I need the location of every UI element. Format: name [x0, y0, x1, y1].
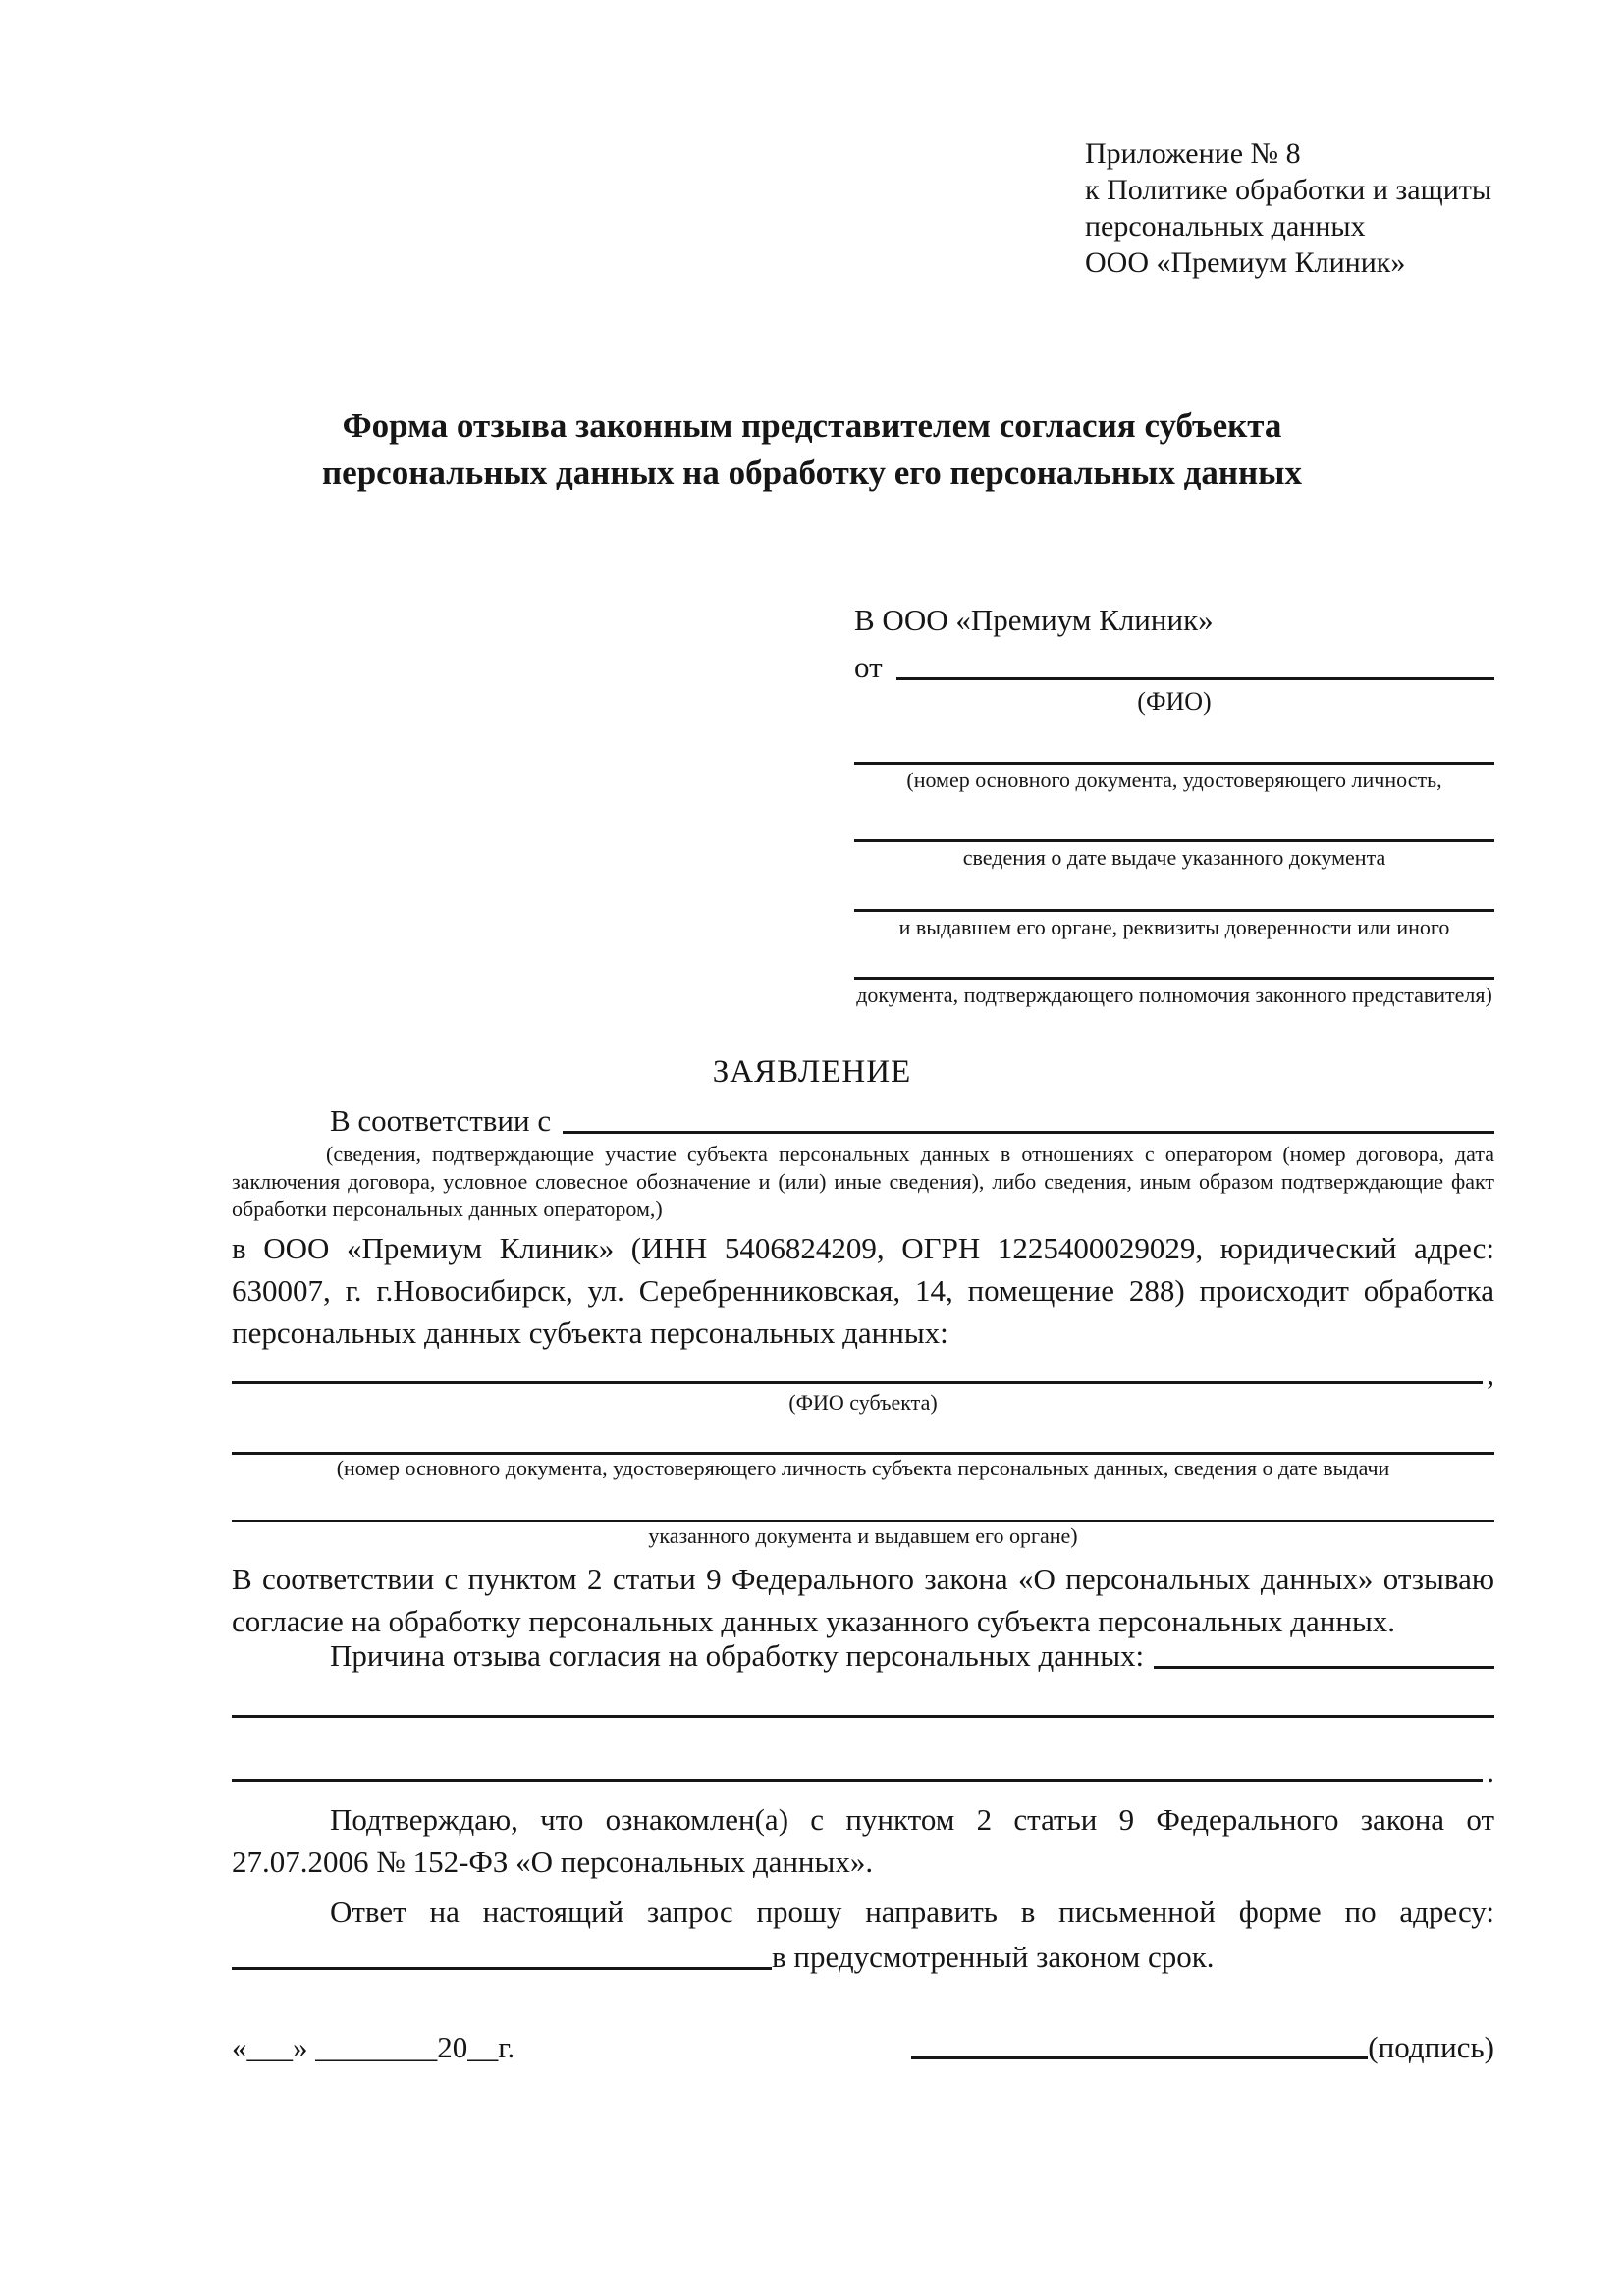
- document-title: [0, 402, 1624, 497]
- title-line-1: Форма отзыва законным представителем согласия субъекта: [342, 406, 1282, 445]
- from-label: от: [854, 650, 883, 684]
- representative-doc-blank-line-4: [854, 977, 1494, 980]
- statement-heading: ЗАЯВЛЕНИЕ: [712, 1054, 912, 1090]
- signature-group: [911, 2030, 1494, 2065]
- subject-doc-caption-2: указанного документа и выдавшем его органе): [648, 1523, 1078, 1548]
- representative-doc-caption-3: и выдавшем его органе, реквизиты доверенности или иного: [898, 915, 1450, 939]
- subject-fio-caption: (ФИО субъекта): [788, 1390, 938, 1415]
- date-blank-text: «___» ________20__г.: [232, 2030, 515, 2064]
- acknowledge-paragraph: Подтверждаю, что ознакомлен(а) с пунктом 2 статьи 9 Федерального закона от 27.07.2006 № 152-ФЗ «О персональных данных».: [232, 1802, 1494, 1879]
- from-row: [854, 642, 1494, 685]
- reply-intro-paragraph: Ответ на настоящий запрос прошу направить в письменной форме по адресу:: [330, 1895, 1494, 1929]
- representative-document-block: [854, 762, 1494, 1009]
- reason-extra-blank-line-2: [232, 1779, 1483, 1782]
- basis-label: В соответствии с: [330, 1103, 552, 1138]
- basis-row: [232, 1099, 1494, 1139]
- reason-label: Причина отзыва согласия на обработку персональных данных:: [330, 1638, 1145, 1673]
- statement-body: [232, 1099, 1494, 1975]
- basis-blank-line: [563, 1131, 1494, 1134]
- signature-blank-line: [911, 2056, 1368, 2059]
- addressee-block: [854, 599, 1494, 717]
- reason-extra-blank-row-2: [232, 1754, 1494, 1789]
- operator-paragraph: в ООО «Премиум Клиник» (ИНН 5406824209, ОГРН 1225400029029, юридический адрес: 630007, г. г.Новосибирск, ул. Серебренниковская, 14, помещение 288) происходит обработка персональных данных субъекта персональных данных:: [232, 1231, 1494, 1350]
- representative-doc-blank-line-2: [854, 839, 1494, 842]
- representative-doc-blank-line-3: [854, 909, 1494, 912]
- subject-fio-blank-line: [232, 1381, 1483, 1384]
- representative-doc-blank-line-1: [854, 762, 1494, 765]
- representative-fio-caption: (ФИО): [1137, 687, 1212, 716]
- basis-fine-print: (сведения, подтверждающие участие субъекта персональных данных в отношениях с оператором (номер договора, дата заключения договора, условное словесное обозначение и (или) иные сведения), либо сведения, иным образом подтверждающие факт обработки персональных данных оператором,): [232, 1142, 1494, 1221]
- subject-doc-caption-1: (номер основного документа, удостоверяющего личность субъекта персональных данных, сведения о дате выдачи: [336, 1456, 1390, 1480]
- appendix-line-2: к Политике обработки и защиты: [1085, 174, 1492, 206]
- addressee-organization: В ООО «Премиум Клиник»: [854, 603, 1214, 637]
- appendix-line-4: ООО «Премиум Клиник»: [1085, 246, 1406, 279]
- appendix-block: [1085, 135, 1585, 281]
- representative-doc-caption-2: сведения о дате выдаче указанного документа: [962, 845, 1386, 870]
- reason-blank-suffix: .: [1487, 1754, 1494, 1789]
- appendix-line-1: Приложение № 8: [1085, 137, 1301, 170]
- withdraw-paragraph: В соответствии с пунктом 2 статьи 9 Федерального закона «О персональных данных» отзываю согласие на обработку персональных данных указанного субъекта персональных данных.: [232, 1562, 1494, 1638]
- reason-blank-line: [1154, 1666, 1494, 1669]
- subject-fio-row: [232, 1357, 1494, 1391]
- reply-tail-text: в предусмотренный законом срок.: [772, 1940, 1215, 1974]
- signature-caption: (подпись): [1368, 2030, 1494, 2064]
- signature-footer: [232, 2030, 1494, 2065]
- reply-address-row: [232, 1933, 1494, 1975]
- title-line-2: персональных данных на обработку его персональных данных: [322, 454, 1302, 492]
- reason-extra-blank-line-1: [232, 1715, 1494, 1718]
- representative-fio-blank-line: [896, 677, 1494, 680]
- appendix-line-3: персональных данных: [1085, 210, 1366, 242]
- reason-row: [232, 1638, 1494, 1674]
- reply-address-blank-line: [232, 1967, 772, 1970]
- representative-doc-caption-1: (номер основного документа, удостоверяющего личность,: [906, 768, 1442, 792]
- representative-doc-caption-4: документа, подтверждающего полномочия законного представителя): [856, 983, 1492, 1007]
- subject-fio-suffix: ,: [1487, 1357, 1494, 1391]
